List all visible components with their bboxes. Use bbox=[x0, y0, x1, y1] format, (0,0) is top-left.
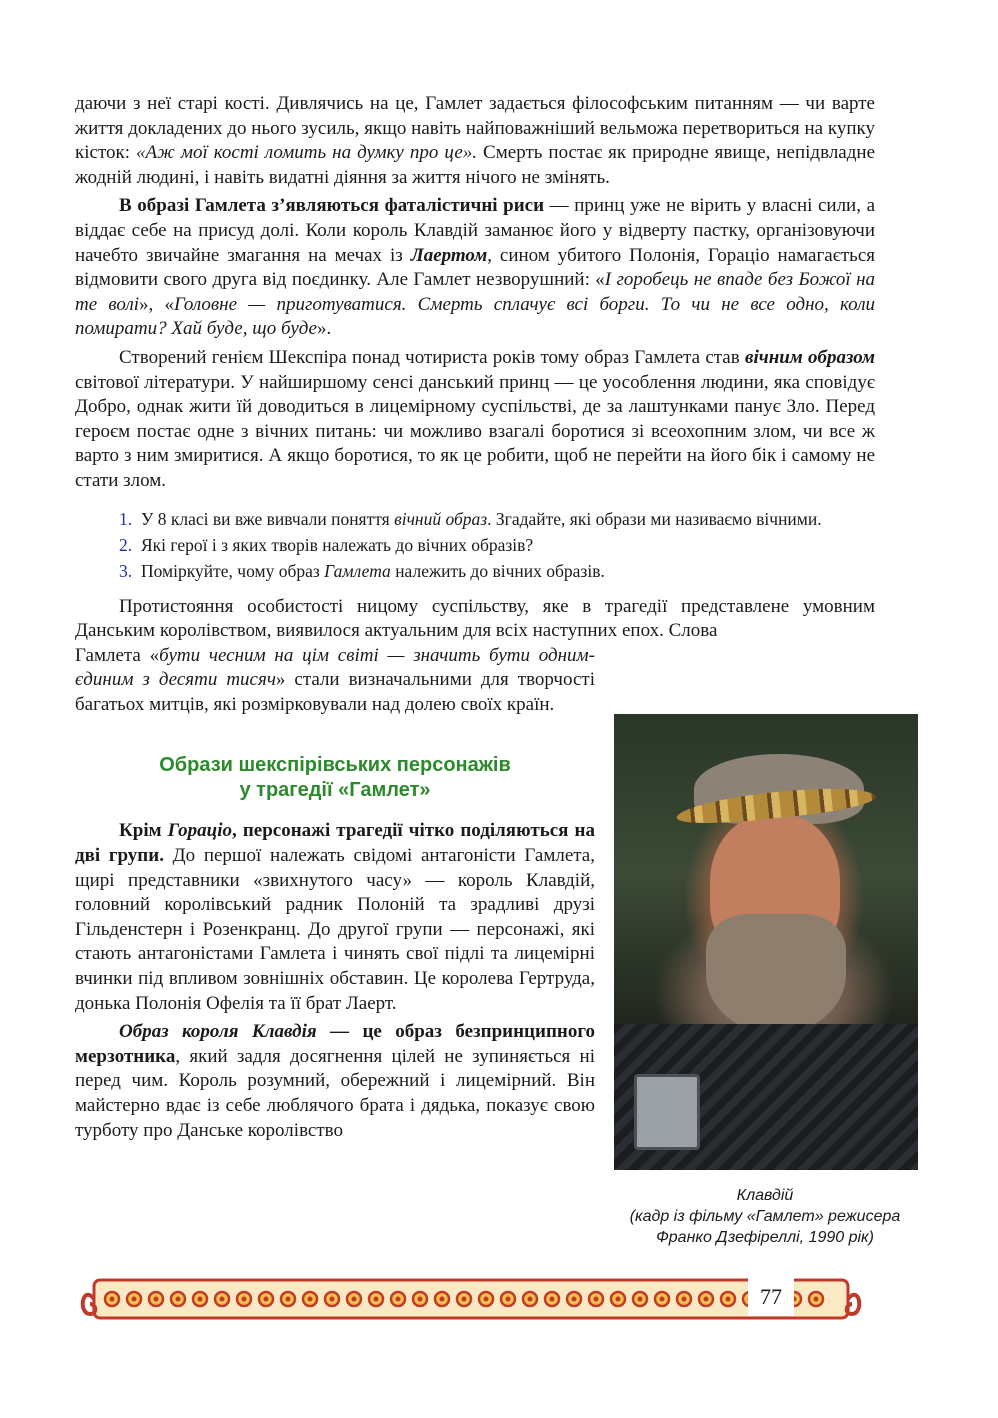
ornament-flower-center bbox=[198, 1297, 203, 1302]
caption-line: Клавдій bbox=[736, 1187, 794, 1204]
paragraph-fatalism bbox=[75, 194, 875, 342]
ornament-flower-center bbox=[814, 1297, 819, 1302]
quote-bones: «Аж мої кості ломить на думку про це». bbox=[136, 142, 478, 164]
quote-sparrow: І горобець не впаде без Божої на те волі bbox=[75, 269, 875, 315]
ornament-flower-center bbox=[484, 1297, 489, 1302]
paragraph-hamlet-skull bbox=[75, 92, 875, 190]
text-run: світової літератури. У найширшому сенсі данський принц — це уособлення людини, яка сповідує Добро, однак жити їй доводиться в лицемірному суспільстві, де за лаштунками панує Зло. Перед героєм постає одне з вічних питань: чи можливо взагалі боротися зі всеохопним злом, чи все ж варто з ним змиритися. А якщо боротися, то як це робити, щоб не перейти на його бік і самому не стати злом. bbox=[75, 371, 875, 491]
text-run: належить до вічних образів. bbox=[390, 560, 605, 581]
text-run: , сином убитого Полонія, Горацio намагається відмовити свого друга від поєдинку. Але Гамлет незворушний: « bbox=[75, 244, 875, 291]
ornament-flower-center bbox=[616, 1297, 621, 1302]
question-number: 2. bbox=[119, 534, 133, 555]
laertes-name: Лаертом bbox=[410, 244, 488, 266]
questions-list bbox=[75, 508, 875, 583]
paragraph-eternal-image bbox=[75, 346, 875, 494]
text-run: Створений генієм Шекспіра понад чотириста років тому образ Гамлета став bbox=[119, 346, 745, 368]
section-heading-line: у трагедії «Гамлет» bbox=[239, 779, 431, 802]
page-number: 77 bbox=[748, 1278, 794, 1316]
ornament-flower-center bbox=[154, 1297, 159, 1302]
text-run: Гамлета « bbox=[75, 644, 160, 666]
horatio-name: Горацio bbox=[167, 820, 232, 842]
ornament-flower-center bbox=[682, 1297, 687, 1302]
photo-caption bbox=[600, 1185, 930, 1248]
text-run: У 8 класі ви вже вивчали поняття bbox=[141, 508, 395, 529]
question-item bbox=[119, 508, 875, 531]
ornament-flower-center bbox=[308, 1297, 313, 1302]
ornament-flower-center bbox=[264, 1297, 269, 1302]
section-heading-line: Образи шекспірівських персонажів bbox=[159, 754, 511, 777]
ornament-flower-center bbox=[242, 1297, 247, 1302]
claudius-image-term: Образ короля Клавдія bbox=[119, 1021, 317, 1043]
text-run: даючи з неї старі кості. Дивлячись на це, Гамлет задається філософським питанням — чи варте життя докладених до нього зусиль, якщо навіть найповажніший вельможа перетвориться на купку кісток: bbox=[75, 93, 875, 164]
ornament-flower-center bbox=[638, 1297, 643, 1302]
ornament-flower-center bbox=[528, 1297, 533, 1302]
text-run: . Згадайте, які образи ми називаємо вічними. bbox=[487, 508, 822, 529]
text-run: До першої належать свідомі антагоністи Гамлета, щирі представники «звихнутого часу» — король Клавдій, головний королівський радник Полоній та зрадливі друзі Гільденстерн і Розенкранц. До другої групи — персонажі, які стають антагоністами Гамлета і чинять свої підлі та лицемірні вчинки під впливом зовнішніх обставин. Це королева Гертруда, донька Полонія Офелія та її брат Лаерт. bbox=[75, 845, 595, 1014]
quote-honest: бути чесним на цім світі — значить бути одним-єдиним з десяти тисяч bbox=[75, 644, 595, 691]
photo-beard bbox=[706, 914, 846, 1034]
ornament-flower-center bbox=[550, 1297, 555, 1302]
question-number: 3. bbox=[119, 560, 133, 581]
emphasis: Гамлета bbox=[324, 560, 391, 581]
ornament-flower-center bbox=[352, 1297, 357, 1302]
paragraph-claudius bbox=[75, 1020, 595, 1143]
question-number: 1. bbox=[119, 508, 133, 529]
ornament-flower-center bbox=[440, 1297, 445, 1302]
ornament-flower-center bbox=[506, 1297, 511, 1302]
ornament-flower-center bbox=[286, 1297, 291, 1302]
bold-run: Крім bbox=[119, 820, 168, 842]
paragraph-hamlet-words bbox=[75, 644, 595, 718]
emphasis: вічний образ bbox=[394, 508, 488, 529]
claudius-photo bbox=[614, 714, 918, 1170]
ornament-flower-center bbox=[330, 1297, 335, 1302]
text-run: Поміркуйте, чому образ bbox=[141, 560, 325, 581]
ornament-flower-center bbox=[726, 1297, 731, 1302]
quote-readiness: Головне — приготуватися. Смерть сплачує всі борги. То чи не все одно, коли помирати? Хай буде, що буде bbox=[75, 293, 875, 340]
bold-phrase: — це образ безпринципного мерзотника bbox=[75, 1021, 595, 1067]
text-run: » стали визначальними для творчості багатьох митців, які розмірковували над долею своїх країн. bbox=[75, 669, 595, 715]
ornament-flower-center bbox=[462, 1297, 467, 1302]
ornament-flower-center bbox=[418, 1297, 423, 1302]
ornament-flower-center bbox=[704, 1297, 709, 1302]
bold-phrase: В образі Гамлета з’являються фаталістичні риси bbox=[119, 195, 545, 217]
question-item bbox=[119, 560, 875, 583]
ornament-flower-center bbox=[132, 1297, 137, 1302]
ornament-flower-center bbox=[594, 1297, 599, 1302]
bold-phrase: , персонажі трагедії чітко поділяються на дві групи. bbox=[75, 820, 595, 867]
caption-line: (кадр із фільму «Гамлет» режисера bbox=[629, 1208, 901, 1225]
photo-clasp bbox=[634, 1074, 700, 1150]
ornament-flower-center bbox=[660, 1297, 665, 1302]
text-run: », « bbox=[139, 293, 175, 315]
question-item bbox=[119, 534, 875, 557]
ornament-flower-center bbox=[110, 1297, 115, 1302]
text-run: Смерть постає як природне явище, непідвладне жодній людині, і навіть видатні діяння за життя нічого не змінять. bbox=[75, 142, 876, 188]
ornament-flower-center bbox=[220, 1297, 225, 1302]
text-run: , який задля досягнення цілей не зупиняється ні перед чим. Король розумний, обережний і лицемірний. Він майстерно вдає із себе люблячого брата і дядька, показує свою турботу про Данське королівство bbox=[75, 1045, 595, 1141]
paragraph-opposition: Протистояння особистості ницому суспільству, яке в трагедії представлене умовним Данським королівством, виявилося актуальним для всіх наступних епох. Слова bbox=[75, 595, 875, 642]
eternal-image-term: вічним образом bbox=[744, 346, 875, 368]
caption-line: Франко Дзефіреллі, 1990 рік) bbox=[656, 1229, 874, 1246]
ornament-flower-center bbox=[374, 1297, 379, 1302]
ornament-flower-center bbox=[396, 1297, 401, 1302]
section-heading bbox=[75, 753, 595, 803]
text-run: — принц уже не вірить у власні сили, а віддає себе на присуд долі. Коли король Клавдій заманює його у відверту пастку, організовуючи начебто звичайне змагання на мечах із bbox=[75, 195, 875, 266]
text-run: Які герої і з яких творів належать до вічних образів? bbox=[141, 534, 534, 555]
ornament-flower-center bbox=[572, 1297, 577, 1302]
ornament-flower-center bbox=[176, 1297, 181, 1302]
text-run: ». bbox=[316, 318, 332, 340]
paragraph-two-groups bbox=[75, 819, 595, 1016]
